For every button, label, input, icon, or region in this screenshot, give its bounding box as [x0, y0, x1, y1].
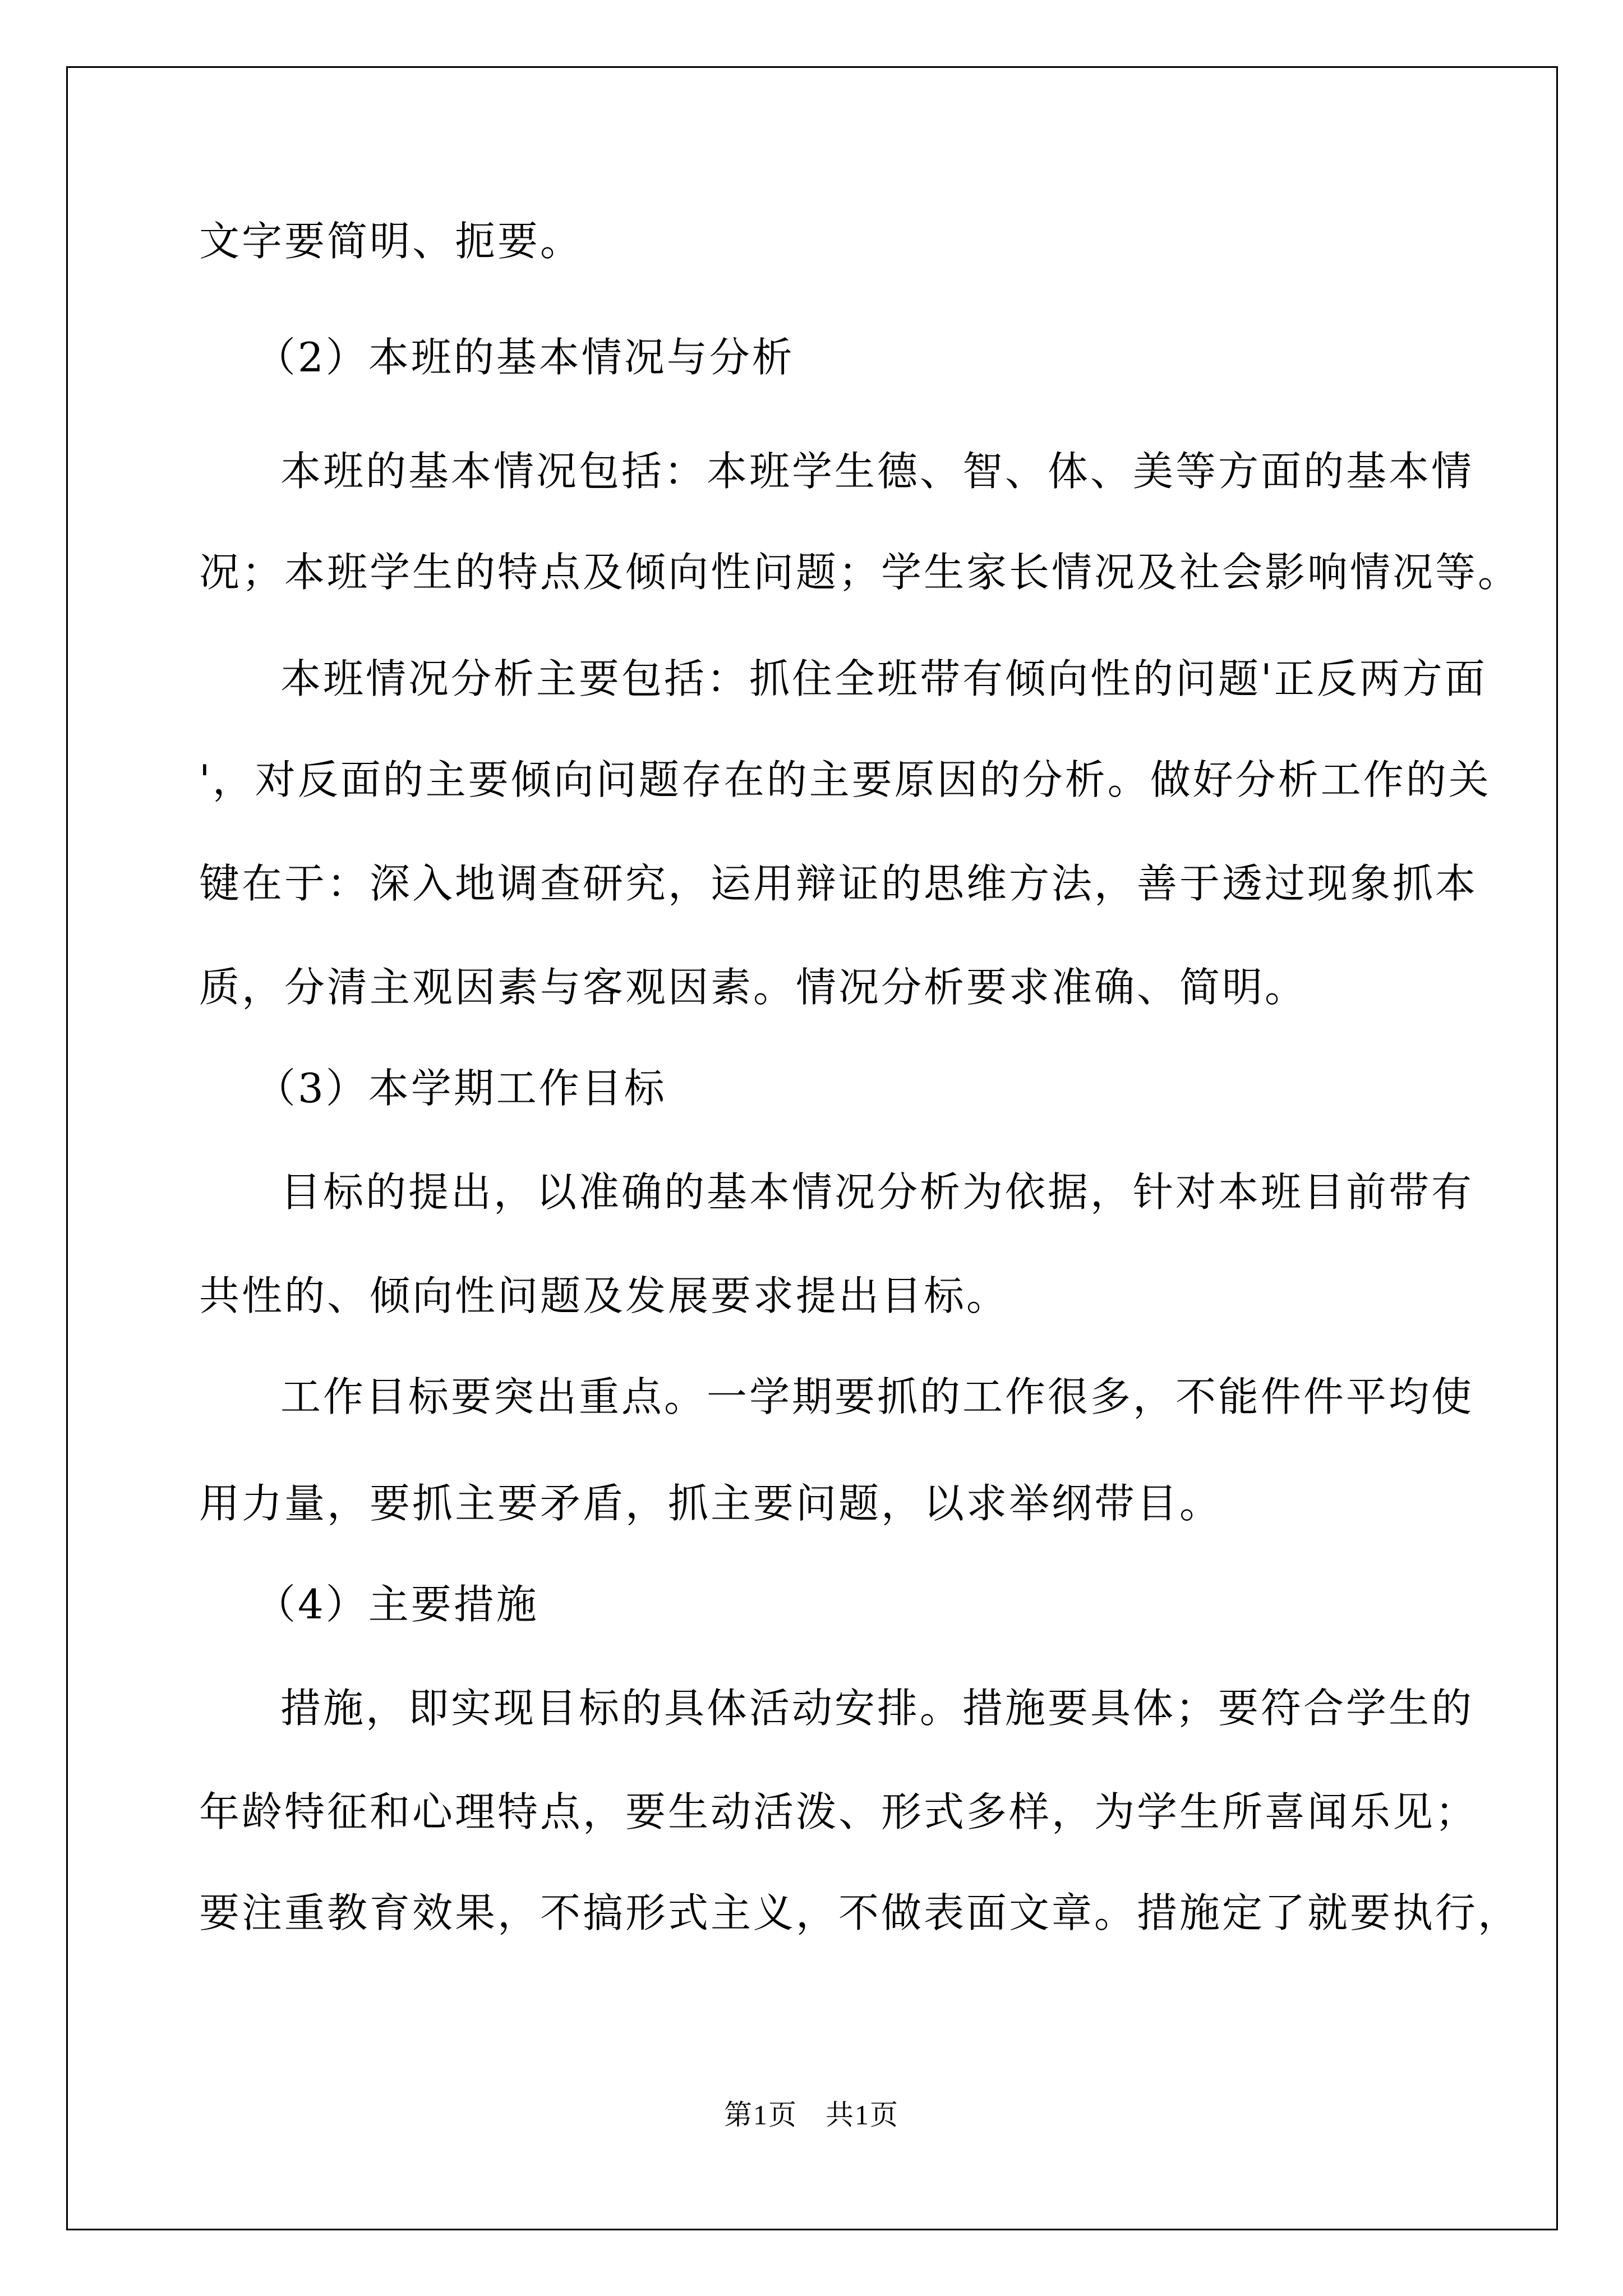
text-line: 本班情况分析主要包括：抓住全班带有倾向性的问题'正反两方面	[280, 655, 1487, 702]
text-line: 用力量，要抓主要矛盾，抓主要问题，以求举纲带目。	[199, 1480, 1223, 1527]
section-heading: （3）本学期工作目标	[255, 1065, 667, 1112]
text-line: 措施，即实现目标的具体活动安排。措施要具体；要符合学生的	[280, 1685, 1474, 1732]
text-line: 文字要简明、扼要。	[199, 218, 583, 265]
text-line: 况；本班学生的特点及倾向性问题；学生家长情况及社会影响情况等。	[199, 549, 1521, 596]
text-line: 共性的、倾向性问题及发展要求提出目标。	[199, 1272, 1009, 1319]
text-line: 工作目标要突出重点。一学期要抓的工作很多，不能件件平均使	[280, 1373, 1474, 1420]
page-footer	[0, 2098, 1623, 2132]
text-line: 目标的提出，以准确的基本情况分析为依据，针对本班目前带有	[280, 1168, 1474, 1216]
page-number: 第1页	[724, 2099, 797, 2131]
page-total: 共1页	[826, 2099, 899, 2131]
section-heading: （2）本班的基本情况与分析	[255, 334, 795, 381]
text-line: 本班的基本情况包括：本班学生德、智、体、美等方面的基本情	[280, 448, 1474, 495]
text-line: 键在于：深入地调查研究，运用辩证的思维方法，善于透过现象抓本	[199, 860, 1478, 907]
section-heading: （4）主要措施	[255, 1581, 539, 1628]
text-line: 年龄特征和心理特点，要生动活泼、形式多样，为学生所喜闻乐见；	[199, 1788, 1478, 1835]
text-line: 要注重教育效果，不搞形式主义，不做表面文章。措施定了就要执行，	[199, 1889, 1521, 1936]
text-line: '，对反面的主要倾向问题存在的主要原因的分析。做好分析工作的关	[199, 756, 1491, 803]
text-line: 质，分清主观因素与客观因素。情况分析要求准确、简明。	[199, 964, 1308, 1011]
